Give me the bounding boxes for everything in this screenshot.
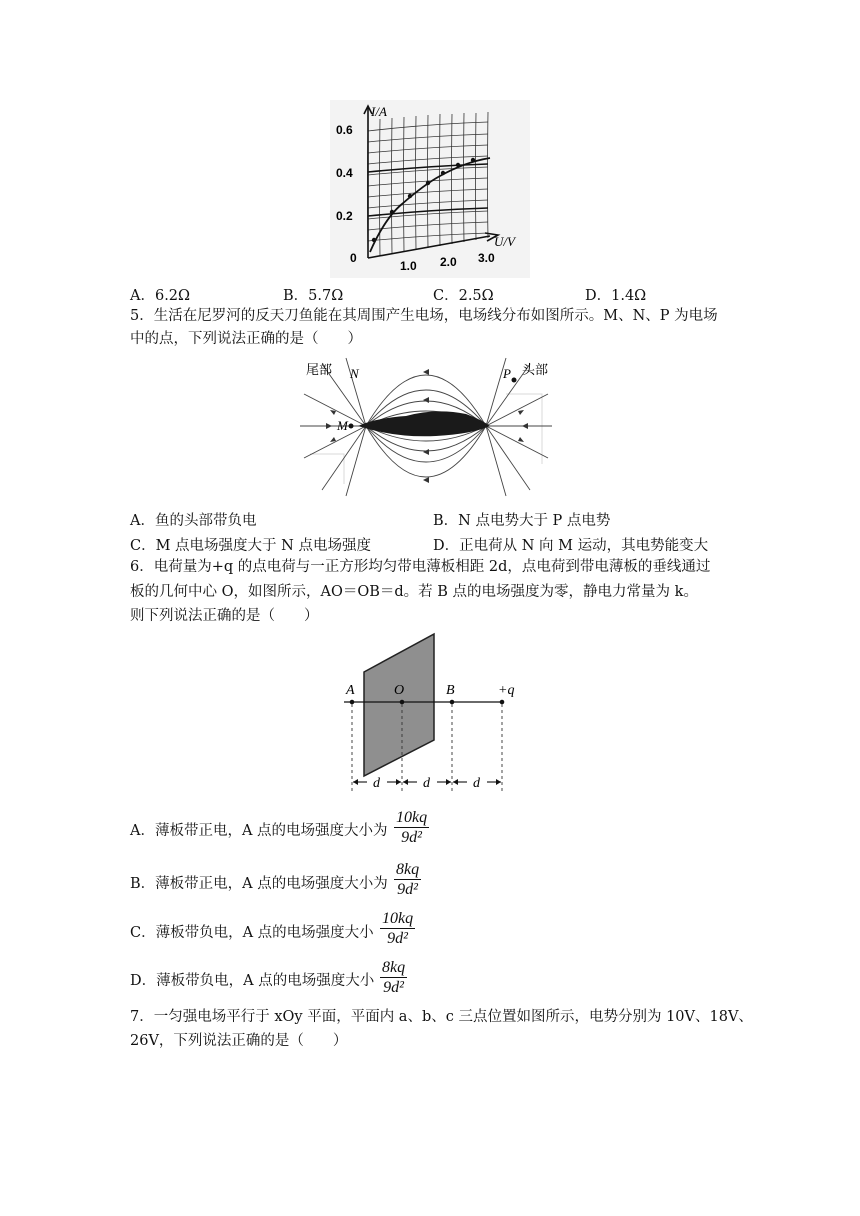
label-d: d — [473, 776, 480, 791]
y-tick: 0.4 — [336, 166, 353, 180]
q6-stem-line1: 6．电荷量为+q 的点电荷与一正方形均匀带电薄板相距 2d，点电荷到带电薄板的垂线通过 — [130, 559, 711, 575]
fraction-numerator: 10kq — [382, 910, 414, 927]
y-tick: 0.6 — [336, 123, 353, 137]
label-b: B — [446, 683, 455, 698]
fraction-numerator: 10kq — [396, 809, 428, 826]
q4-option-c: C．2.5Ω — [433, 288, 494, 304]
charged-plate — [364, 634, 434, 776]
q5-option-d: D．正电荷从 N 向 M 运动，其电势能变大 — [433, 538, 709, 554]
fraction-denominator: 9d² — [387, 930, 408, 947]
x-tick: 2.0 — [440, 255, 457, 269]
y-axis-label: I/A — [371, 104, 387, 119]
q6-stem-line2: 板的几何中心 O，如图所示，AO＝OB＝d。若 B 点的电场强度为零，静电力常量为 k。 — [130, 584, 698, 600]
q6-option-a-fraction — [394, 809, 429, 848]
q6-stem-line3: 则下列说法正确的是（ ） — [130, 608, 319, 624]
q6-option-c-fraction — [380, 910, 415, 949]
y-tick: 0 — [350, 251, 357, 265]
label-p: P — [503, 366, 511, 381]
q5-option-c: C．M 点电场强度大于 N 点电场强度 — [130, 538, 371, 554]
label-n: N — [350, 366, 359, 381]
x-tick: 1.0 — [400, 259, 417, 273]
q5-option-b: B．N 点电势大于 P 点电势 — [433, 513, 611, 529]
q4-option-a: A．6.2Ω — [130, 288, 191, 304]
q5-stem-line2: 中的点，下列说法正确的是（ ） — [130, 331, 362, 347]
q5-stem-line1: 5．生活在尼罗河的反天刀鱼能在其周围产生电场，电场线分布如图所示。M、N、P 为电场 — [130, 308, 718, 324]
x-axis-label: U/V — [494, 234, 515, 249]
q6-option-d-fraction — [380, 959, 407, 998]
plate-charge-figure — [336, 628, 532, 800]
q6-option-b-fraction — [394, 861, 421, 900]
label-head: 头部 — [522, 362, 549, 377]
label-d: d — [373, 776, 380, 791]
label-a: A — [346, 683, 355, 698]
q5-option-a: A．鱼的头部带负电 — [130, 513, 257, 529]
q7-stem-line2: 26V，下列说法正确的是（ ） — [130, 1033, 348, 1049]
fraction-denominator: 9d² — [397, 881, 418, 898]
iu-graph — [330, 100, 530, 278]
label-m: M — [337, 418, 348, 433]
q6-option-b: B．薄板带正电，A 点的电场强度大小为 — [130, 876, 388, 892]
q6-option-c: C．薄板带负电，A 点的电场强度大小 — [130, 925, 374, 941]
q4-option-b: B．5.7Ω — [283, 288, 344, 304]
label-tail: 尾部 — [306, 362, 333, 377]
q6-option-d: D．薄板带负电，A 点的电场强度大小 — [130, 973, 375, 989]
fraction-numerator: 8kq — [382, 959, 406, 976]
x-tick: 3.0 — [478, 251, 495, 265]
q6-option-a: A．薄板带正电，A 点的电场强度大小为 — [130, 823, 388, 839]
label-d: d — [423, 776, 430, 791]
q7-stem-line1: 7．一匀强电场平行于 xOy 平面，平面内 a、b、c 三点位置如图所示，电势分别为 10V、18V、 — [130, 1009, 753, 1025]
fish-field-figure — [296, 354, 552, 500]
label-q: +q — [498, 683, 515, 698]
fraction-denominator: 9d² — [401, 829, 422, 846]
fraction-denominator: 9d² — [383, 979, 404, 996]
fraction-numerator: 8kq — [396, 861, 420, 878]
y-tick: 0.2 — [336, 209, 353, 223]
q4-option-d: D．1.4Ω — [585, 288, 647, 304]
label-o: O — [394, 683, 405, 698]
